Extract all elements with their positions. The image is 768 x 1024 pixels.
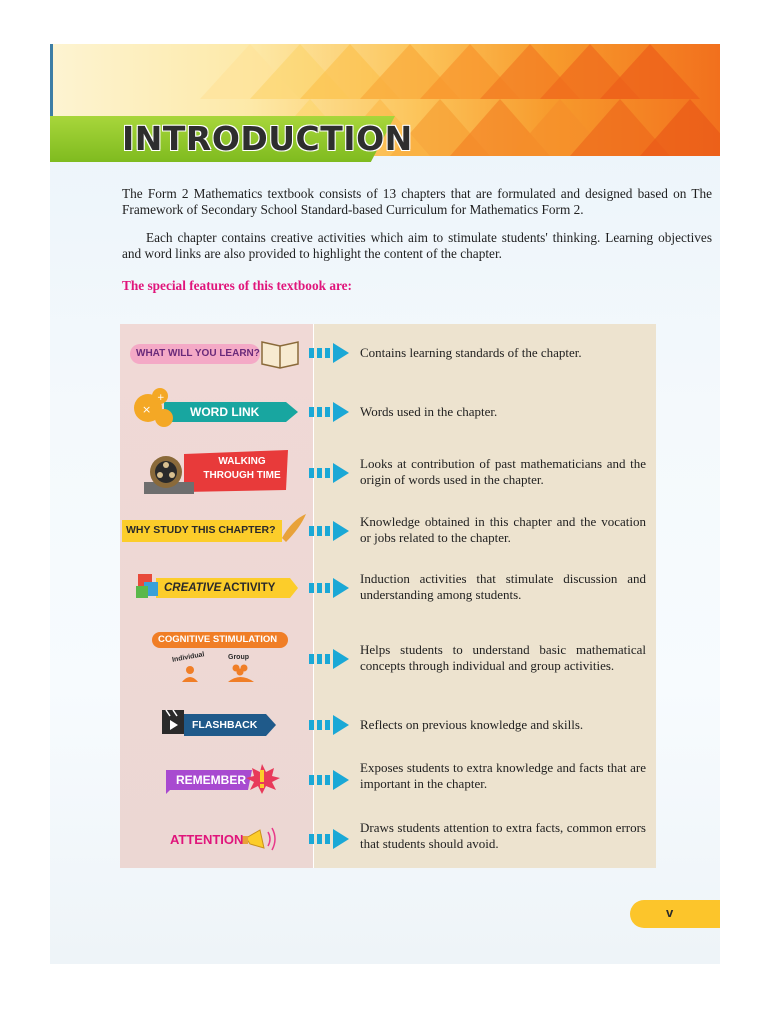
badge-attention xyxy=(120,818,313,862)
clapperboard-icon xyxy=(162,710,184,734)
badge-label-word-1: CREATIVE xyxy=(164,582,222,594)
features-heading: The special features of this textbook are: xyxy=(122,278,352,293)
page-title: INTRODUCTION xyxy=(122,119,413,158)
svg-text:+: + xyxy=(157,393,165,403)
arrow-right-icon xyxy=(307,769,353,791)
feature-row-walking-through-time xyxy=(120,448,656,500)
badge-flashback xyxy=(120,702,313,746)
feature-description: Knowledge obtained in this chapter and the vocation or jobs related to the chapter. xyxy=(360,514,646,545)
intro-paragraph-2: Each chapter contains creative activities which aim to stimulate students' thinking. Learning objectives and word links are also provided to highlight the content of the chapter. xyxy=(122,230,712,261)
feature-description: Draws students attention to extra facts, common errors that students should avoid. xyxy=(360,820,646,851)
feature-description: Induction activities that stimulate discussion and understanding among students. xyxy=(360,571,646,602)
arrow-right-icon xyxy=(307,648,353,670)
badge-label-word-2: ACTIVITY xyxy=(223,582,276,594)
arrow-right-icon xyxy=(307,342,353,364)
badge-label: REMEMBER xyxy=(176,773,247,787)
math-symbols-icon xyxy=(134,388,174,428)
arrow-right-icon xyxy=(307,577,353,599)
arrow-right-icon xyxy=(307,828,353,850)
feature-description: Exposes students to extra knowledge and facts that are important in the chapter. xyxy=(360,760,646,791)
feather-icon xyxy=(282,514,306,542)
individual-label: Individual xyxy=(171,651,206,664)
feature-row-remember xyxy=(120,760,656,804)
badge-label: WORD LINK xyxy=(190,405,260,419)
left-accent-rule xyxy=(50,44,53,116)
exclamation-burst-icon xyxy=(246,764,280,794)
badge-label: WHY STUDY THIS CHAPTER? xyxy=(126,524,276,536)
badge-label: FLASHBACK xyxy=(192,719,258,731)
arrow-right-icon xyxy=(307,401,353,423)
badge-creative-activity xyxy=(120,568,313,612)
page-number: v xyxy=(666,905,674,920)
feature-description: Contains learning standards of the chapter. xyxy=(360,345,582,360)
page-number-tab xyxy=(630,900,720,928)
features-panel xyxy=(120,324,656,868)
badge-why-study xyxy=(120,510,313,554)
badge-what-will-you-learn xyxy=(120,336,313,380)
feature-row-flashback xyxy=(120,702,656,746)
feature-description: Reflects on previous knowledge and skills. xyxy=(360,717,584,732)
feature-row-word-link xyxy=(120,388,656,436)
megaphone-icon xyxy=(242,826,278,852)
badge-cognitive-stimulation xyxy=(120,628,313,688)
badge-label: ATTENTION xyxy=(170,832,244,847)
badge-remember xyxy=(120,760,313,804)
feature-row-creative-activity xyxy=(120,568,656,612)
arrow-right-icon xyxy=(307,520,353,542)
feature-row-attention xyxy=(120,818,656,862)
arrow-right-icon xyxy=(307,714,353,736)
badge-label-line-1: WALKING xyxy=(218,456,266,467)
feature-description: Looks at contribution of past mathematicians and the origin of words used in the chapter. xyxy=(360,456,646,487)
feature-description: Helps students to understand basic mathematical concepts through individual and group activities. xyxy=(360,642,646,673)
group-label: Group xyxy=(228,654,249,661)
film-reel-icon xyxy=(148,454,184,490)
badge-walking-through-time xyxy=(120,448,313,500)
feature-description: Words used in the chapter. xyxy=(360,404,498,419)
svg-text:×: × xyxy=(142,403,152,416)
arrow-right-icon xyxy=(307,462,353,484)
intro-paragraph-1: The Form 2 Mathematics textbook consists of 13 chapters that are formulated and designed based on The Framework of Secondary School Standard-based Curriculum for Mathematics Form 2. xyxy=(122,186,712,217)
badge-word-link xyxy=(120,388,313,432)
textbook-page xyxy=(50,44,720,964)
badge-label: COGNITIVE STIMULATION xyxy=(158,634,278,645)
badge-label-line-2: THROUGH TIME xyxy=(203,470,281,481)
badge-label: WHAT WILL YOU LEARN? xyxy=(136,348,260,359)
feature-row-cognitive-stimulation xyxy=(120,628,656,688)
book-icon xyxy=(262,342,298,368)
cube-icon xyxy=(136,574,158,598)
feature-row-what-will-you-learn xyxy=(120,336,656,380)
feature-row-why-study xyxy=(120,510,656,554)
people-icon xyxy=(180,662,256,684)
